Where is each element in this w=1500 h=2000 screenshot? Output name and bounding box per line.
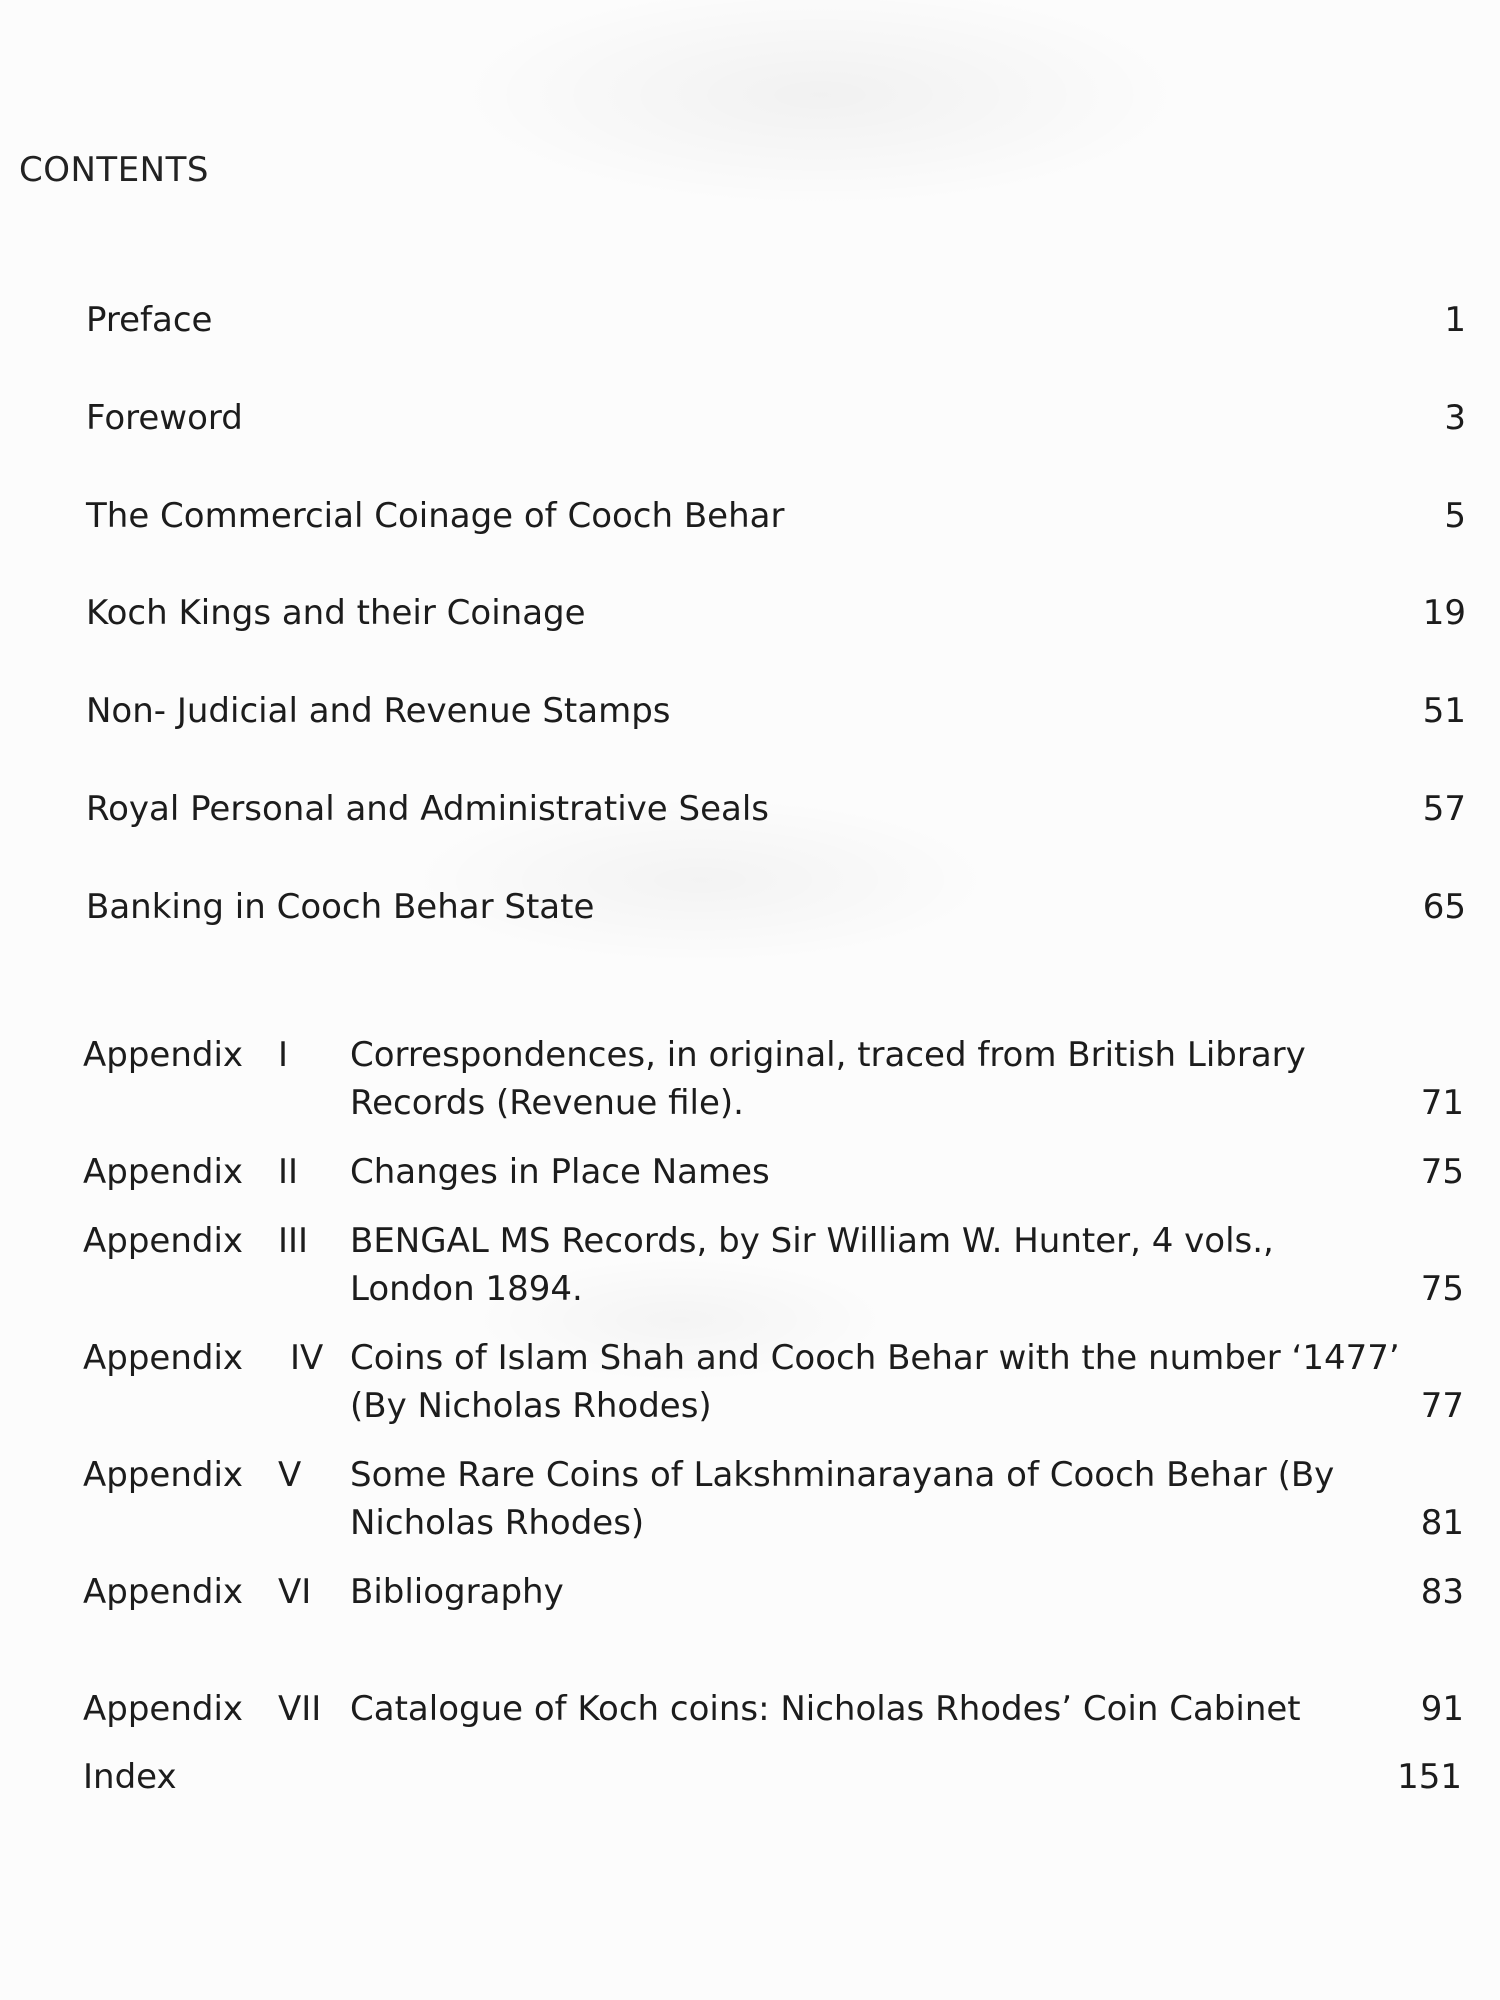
appendix-page: 81 xyxy=(1420,1503,1464,1543)
appendix-page: 83 xyxy=(1420,1572,1464,1612)
appendix-description-line: London 1894. xyxy=(350,1269,583,1309)
appendix-label: Appendix xyxy=(83,1338,244,1378)
appendix-description xyxy=(350,1334,1400,1430)
appendix-description xyxy=(350,1568,1360,1616)
appendix-description-line: Changes in Place Names xyxy=(350,1152,770,1192)
toc-entry-page: 65 xyxy=(1422,887,1466,927)
appendix-description xyxy=(350,1031,1360,1127)
toc-entry-page: 1 xyxy=(1444,300,1466,340)
appendix-label: Appendix xyxy=(83,1152,244,1192)
appendix-numeral: VII xyxy=(278,1689,322,1729)
appendix-label: Appendix xyxy=(83,1455,244,1495)
toc-entry-title: The Commercial Coinage of Cooch Behar xyxy=(86,496,785,536)
appendix-description xyxy=(350,1685,1360,1733)
toc-entry-title: Koch Kings and their Coinage xyxy=(86,593,586,633)
toc-entry-title: Foreword xyxy=(86,398,243,438)
appendix-description xyxy=(350,1451,1360,1547)
appendix-label: Appendix xyxy=(83,1035,244,1075)
appendix-page: 75 xyxy=(1420,1269,1464,1309)
appendix-description-line: Some Rare Coins of Lakshminarayana of Cooch Behar (By xyxy=(350,1455,1335,1495)
appendix-description-line: Correspondences, in original, traced from British Library xyxy=(350,1035,1306,1075)
toc-entry-page: 51 xyxy=(1422,691,1466,731)
appendix-description-line: Catalogue of Koch coins: Nicholas Rhodes’ Coin Cabinet xyxy=(350,1689,1301,1729)
appendix-numeral: II xyxy=(278,1152,299,1192)
toc-entry-title: Royal Personal and Administrative Seals xyxy=(86,789,770,829)
toc-entry-title: Preface xyxy=(86,300,213,340)
index-title: Index xyxy=(83,1757,177,1797)
toc-entry-page: 19 xyxy=(1422,593,1466,633)
appendix-numeral: V xyxy=(278,1455,302,1495)
toc-entry-page: 57 xyxy=(1422,789,1466,829)
appendix-numeral: IV xyxy=(290,1338,324,1378)
appendix-page: 71 xyxy=(1420,1083,1464,1123)
appendix-page: 91 xyxy=(1420,1689,1464,1729)
page-title: CONTENTS xyxy=(19,150,209,190)
appendix-description xyxy=(350,1217,1360,1313)
appendix-description-line: (By Nicholas Rhodes) xyxy=(350,1386,712,1426)
appendix-page: 77 xyxy=(1420,1386,1464,1426)
appendix-numeral: VI xyxy=(278,1572,312,1612)
appendix-description-line: Coins of Islam Shah and Cooch Behar with the number ‘1477’ xyxy=(350,1338,1400,1378)
index-page: 151 xyxy=(1397,1757,1462,1797)
appendix-description-line: Nicholas Rhodes) xyxy=(350,1503,645,1543)
toc-entry-page: 5 xyxy=(1444,496,1466,536)
appendix-description-line: Bibliography xyxy=(350,1572,564,1612)
appendix-label: Appendix xyxy=(83,1221,244,1261)
appendix-label: Appendix xyxy=(83,1572,244,1612)
appendix-numeral: III xyxy=(278,1221,309,1261)
appendix-label: Appendix xyxy=(83,1689,244,1729)
appendix-description xyxy=(350,1148,1360,1196)
appendix-numeral: I xyxy=(278,1035,289,1075)
appendix-page: 75 xyxy=(1420,1152,1464,1192)
toc-entry-title: Banking in Cooch Behar State xyxy=(86,887,595,927)
appendix-description-line: Records (Revenue file). xyxy=(350,1083,744,1123)
toc-entry-title: Non- Judicial and Revenue Stamps xyxy=(86,691,671,731)
appendix-description-line: BENGAL MS Records, by Sir William W. Hunter, 4 vols., xyxy=(350,1221,1274,1261)
toc-entry-page: 3 xyxy=(1444,398,1466,438)
